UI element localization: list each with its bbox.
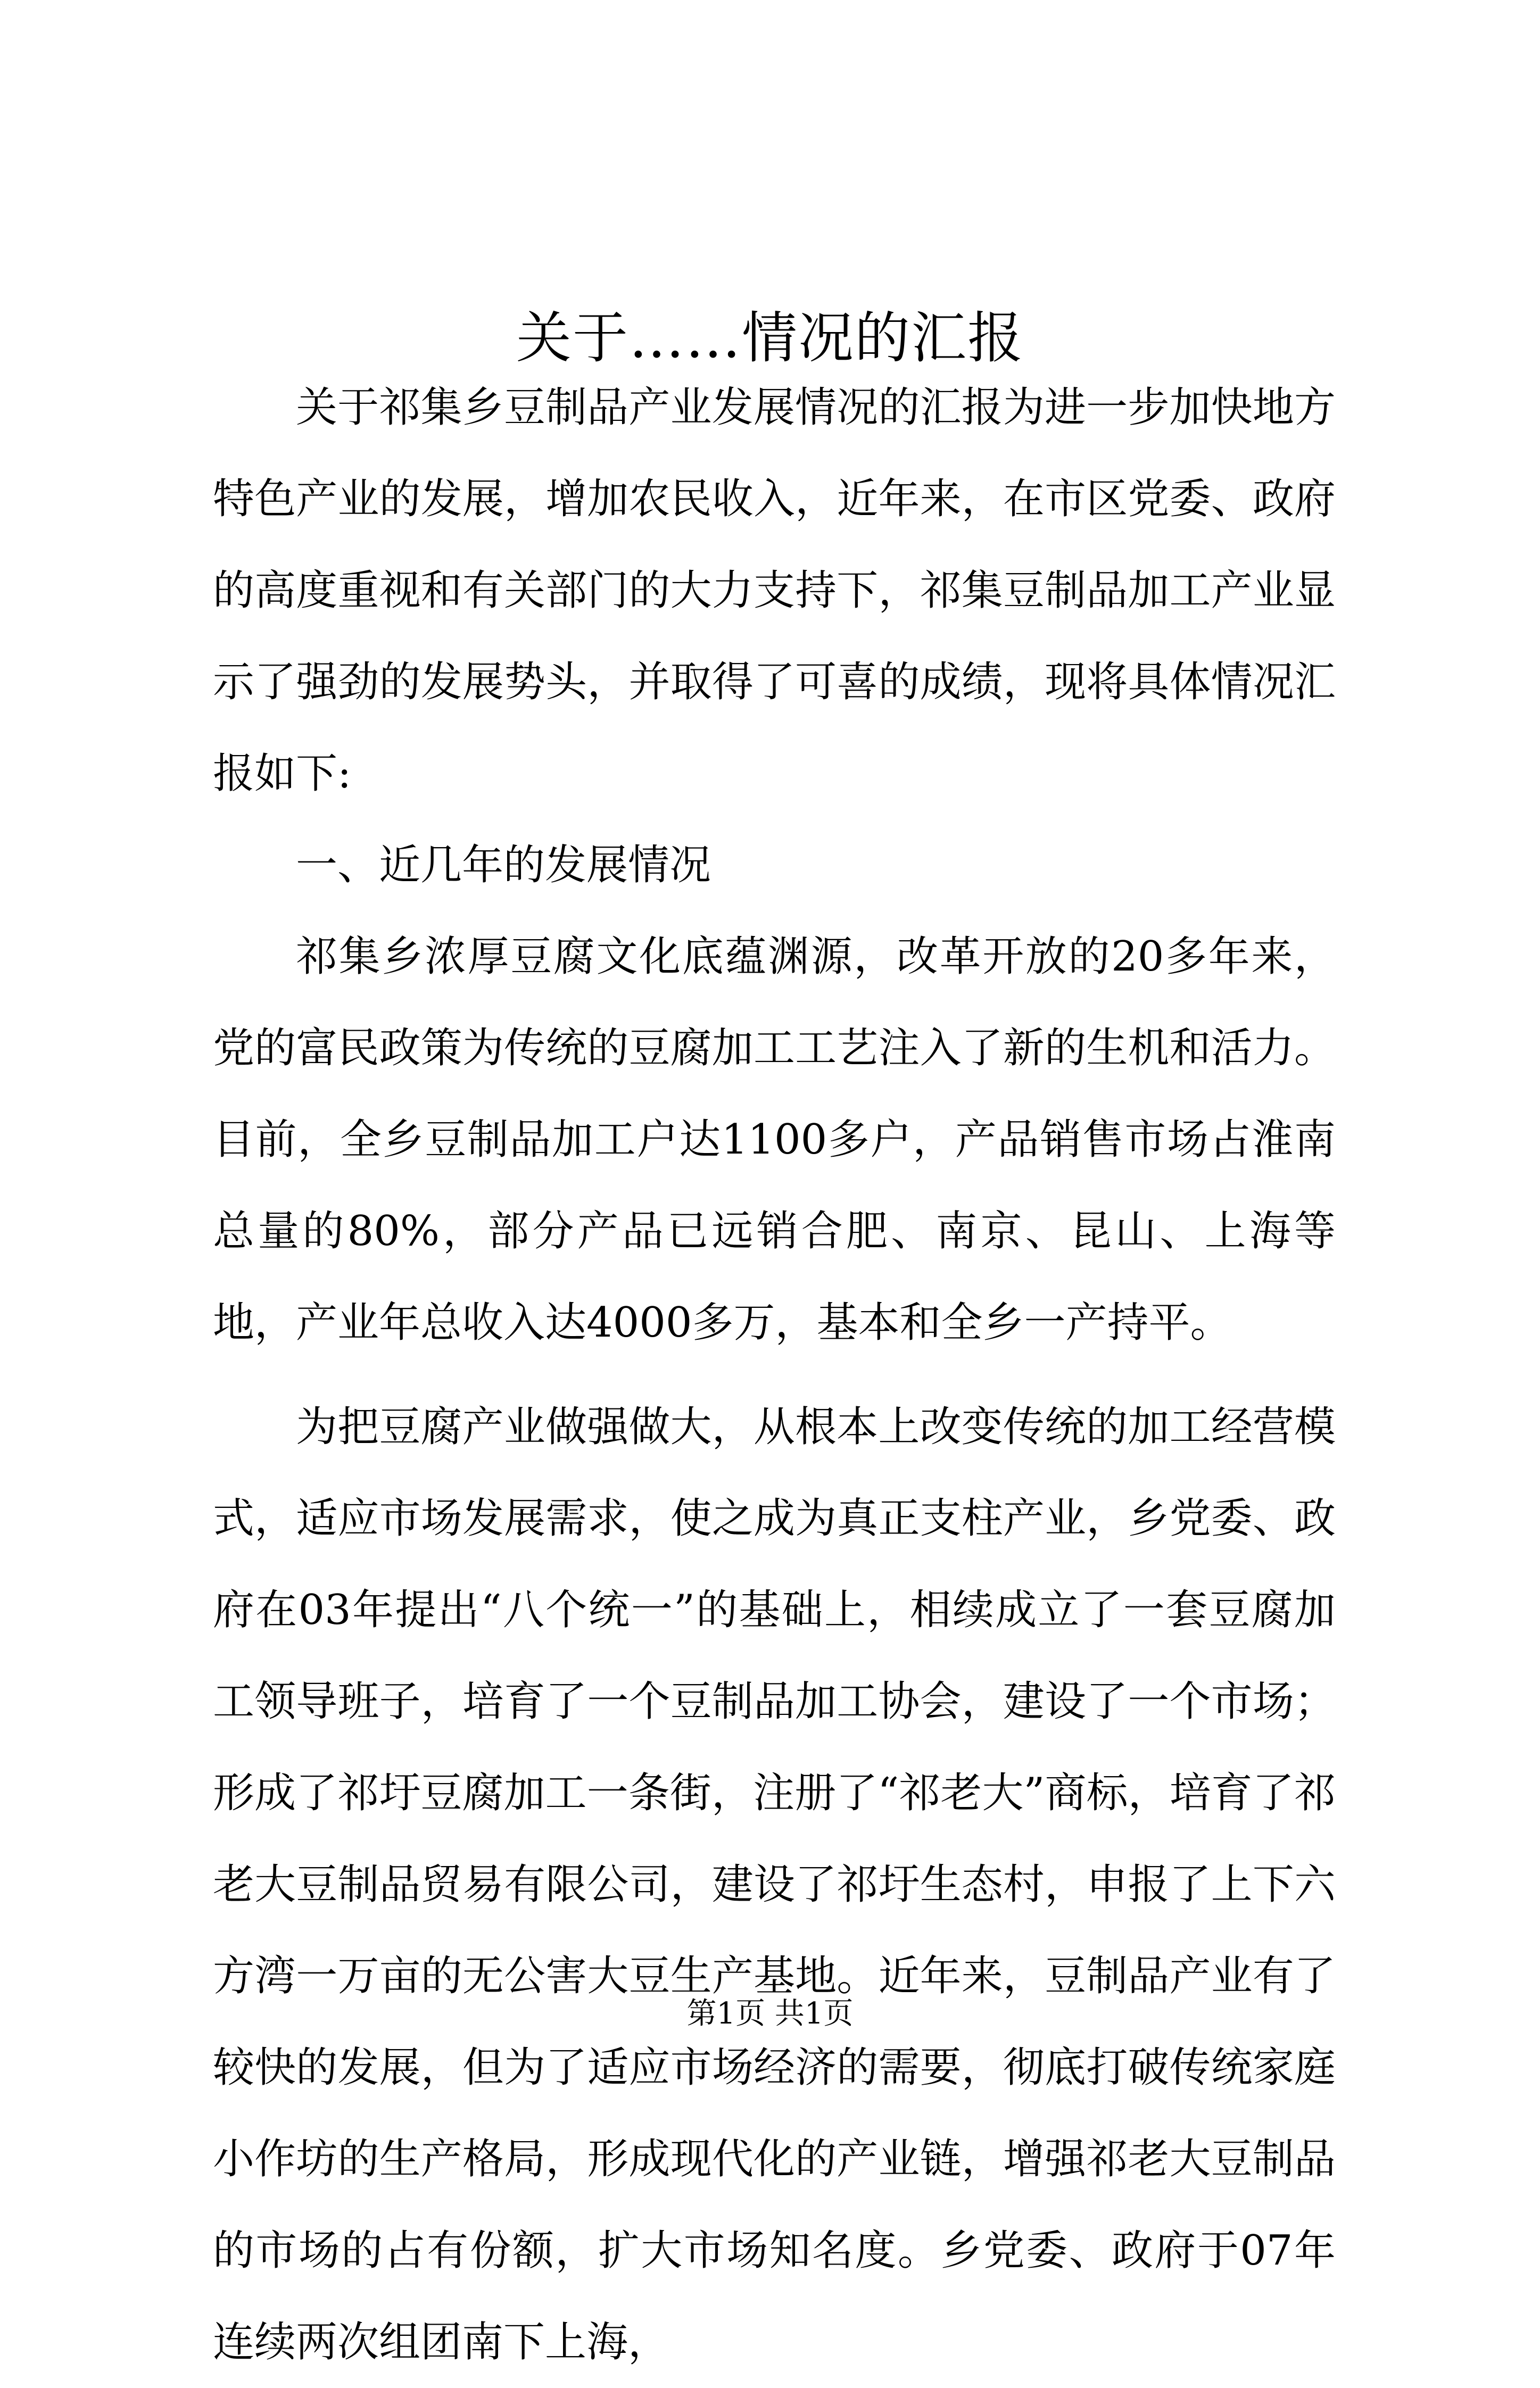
paragraph-strengthen: 为把豆腐产业做强做大，从根本上改变传统的加工经营模式，适应市场发展需求，使之成为真正支柱产业，乡党委、政府在03年提出“八个统一”的基础上，相续成立了一套豆腐加工领导班子，培育了一个豆制品加工协会，建设了一个市场；形成了祁圩豆腐加工一条街，注册了“祁老大”商标，培育了祁老大豆制品贸易有限公司，建设了祁圩生态村，申报了上下六方湾一万亩的无公害大豆生产基地。近年来，豆制品产业有了较快的发展，但为了适应市场经济的需要，彻底打破传统家庭小作坊的生产格局，形成现代化的产业链，增强祁老大豆制品的市场的占有份额，扩大市场知名度。乡党委、政府于07年连续两次组团南下上海， [213, 1403, 1336, 2366]
section-heading: 一、近几年的发展情况 [296, 841, 711, 889]
paragraph-intro: 关于祁集乡豆制品产业发展情况的汇报为进一步加快地方特色产业的发展，增加农民收入，近年来，在市区党委、政府的高度重视和有关部门的大力支持下，祁集豆制品加工产业显示了强劲的发展势头，并取得了可喜的成绩，现将具体情况汇报如下: [213, 384, 1336, 798]
page-footer: 第1页 共1页 [686, 1996, 854, 2031]
document-title: 关于……情况的汇报 [516, 305, 1024, 370]
paragraph-development: 祁集乡浓厚豆腐文化底蕴渊源，改革开放的20多年来，党的富民政策为传统的豆腐加工工艺注入了新的生机和活力。目前，全乡豆制品加工户达1100多户，产品销售市场占淮南总量的80%，部分产品已远销合肥、南京、昆山、上海等地，产业年总收入达4000多万，基本和全乡一产持平。 [213, 933, 1336, 1347]
document-body [213, 362, 1336, 2388]
